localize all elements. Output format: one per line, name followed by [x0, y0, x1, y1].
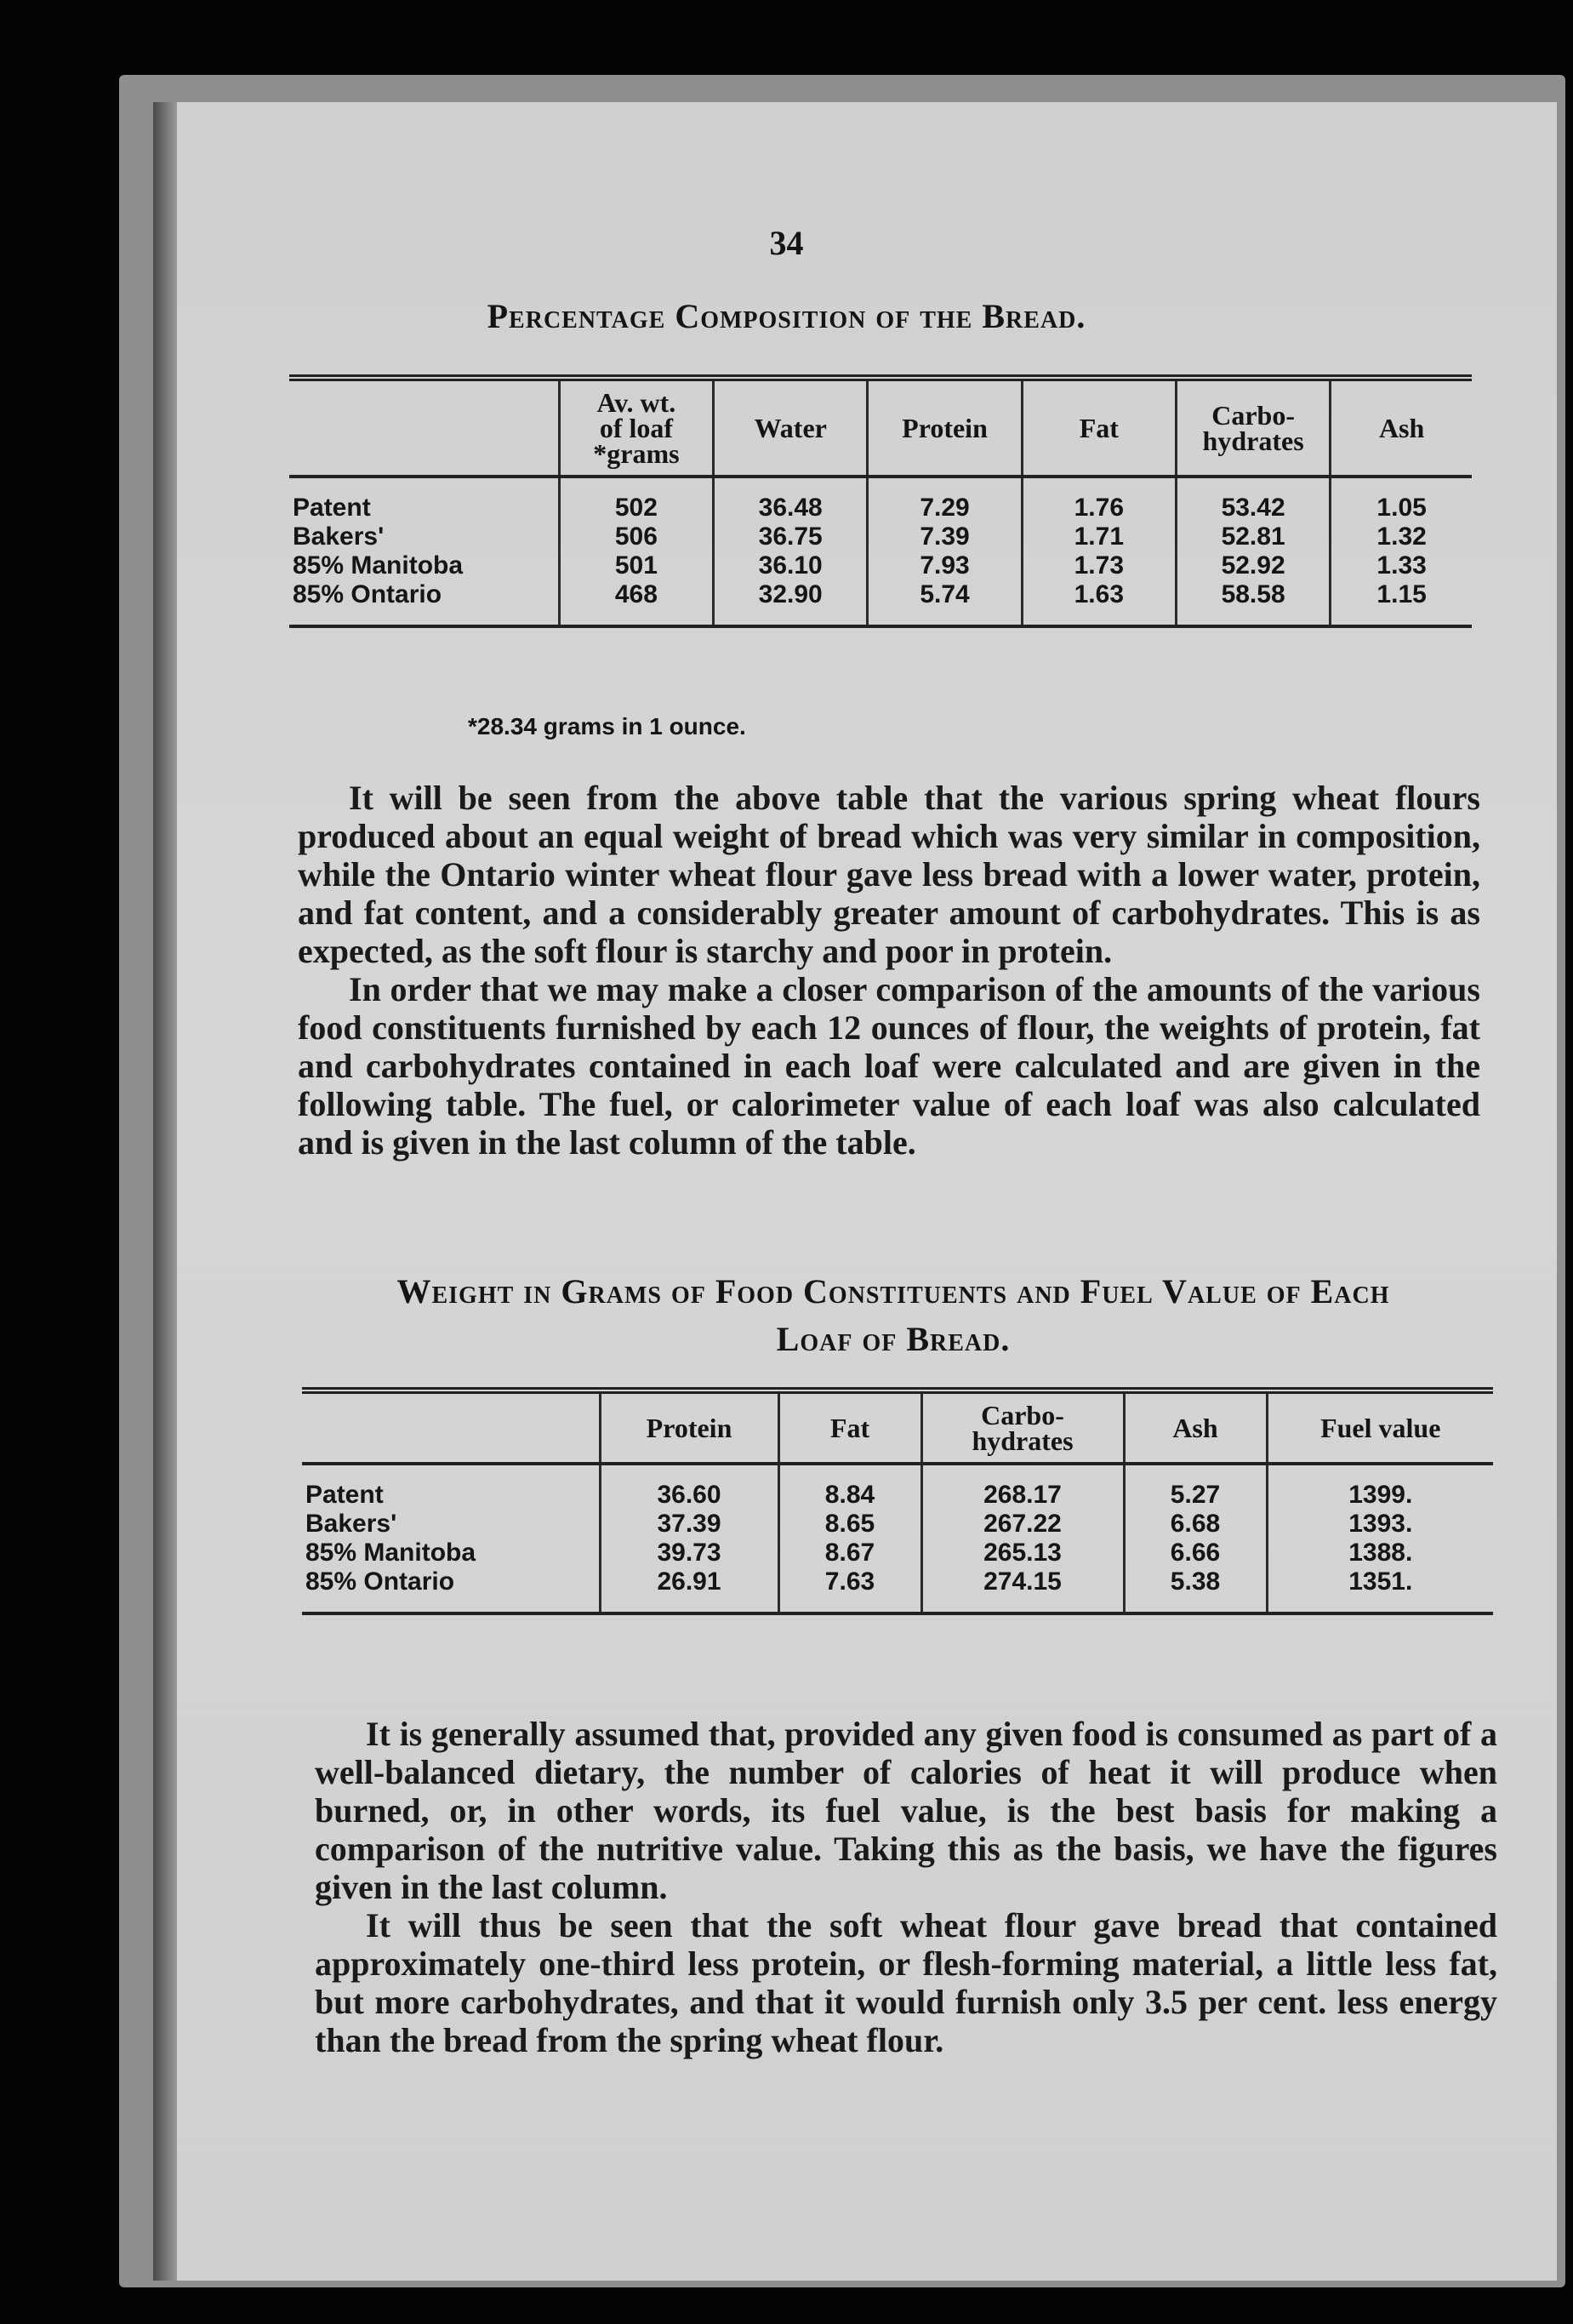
table-cell: 32.90	[758, 580, 823, 608]
paragraph: It will thus be seen that the soft wheat flour gave bread that contained approximately one-third less protein, or flesh-forming material, a little less fat, but more carbohydrates, and that it would furnish only 3.5 per cent. less energy than the bread from the spring wheat flour.	[315, 1906, 1497, 2059]
table1-header-water: Water	[714, 378, 868, 477]
table-cell: 268.17	[983, 1481, 1062, 1509]
table2-header-empty	[302, 1390, 600, 1464]
table2-header-carb-line1: Carbo-	[981, 1400, 1064, 1430]
table2-carbohydrates-column	[921, 1464, 1124, 1613]
row-label: Bakers'	[305, 1510, 397, 1538]
table1-carbohydrates-column	[1176, 477, 1330, 626]
table-cell: 6.68	[1170, 1510, 1221, 1538]
table1-header-weight	[559, 378, 713, 477]
table-cell: 267.22	[983, 1510, 1062, 1538]
row-label: 85% Manitoba	[293, 551, 464, 580]
table-cell: 26.91	[657, 1567, 721, 1596]
table2-fat-column	[778, 1464, 921, 1613]
table-cell: 8.67	[824, 1539, 875, 1567]
table-cell: 1.73	[1074, 551, 1124, 580]
table-cell: 36.75	[758, 522, 823, 551]
table1-header-weight-line2: of loaf	[599, 413, 674, 443]
table1-header-fat: Fat	[1022, 378, 1176, 477]
table-cell: 53.42	[1221, 494, 1285, 522]
table1-protein-column	[868, 477, 1022, 626]
table-cell: 506	[614, 522, 658, 551]
paragraph: It will be seen from the above table that the various spring wheat flours produced about an equal weight of bread which was very similar in composition, while the Ontario winter wheat flour gave less bread with a lower water, protein, and fat content, and a considerably greater amount of carbohydrates. This is as expected, as the soft flour is starchy and poor in protein.	[298, 779, 1480, 970]
table1-labels	[289, 477, 559, 626]
table-cell: 5.27	[1170, 1481, 1221, 1509]
table1-header-ash: Ash	[1331, 378, 1472, 477]
table2-labels	[302, 1464, 600, 1613]
row-label: Patent	[293, 494, 371, 522]
table1-header-weight-line1: Av. wt.	[596, 387, 676, 418]
table-cell: 36.48	[758, 494, 823, 522]
table2-header-carb-line2: hydrates	[972, 1425, 1074, 1456]
table-cell: 5.38	[1170, 1567, 1221, 1596]
table-cell: 274.15	[983, 1567, 1062, 1596]
page-binding-edge	[153, 102, 177, 2281]
table-cell: 6.66	[1170, 1539, 1221, 1567]
table-row	[302, 1464, 1493, 1613]
row-label: 85% Ontario	[293, 580, 442, 608]
table1-footnote: *28.34 grams in 1 ounce.	[468, 713, 746, 739]
table1-header-carb-line2: hydrates	[1202, 425, 1304, 456]
table-cell: 502	[614, 494, 658, 522]
table-cell: 58.58	[1221, 580, 1285, 608]
row-label: 85% Ontario	[305, 1567, 455, 1596]
table-cell: 36.60	[657, 1481, 721, 1509]
table-cell: 8.65	[824, 1510, 875, 1538]
table-cell: 1.32	[1376, 522, 1427, 551]
table-cell: 7.93	[920, 551, 970, 580]
table-cell: 1399.	[1348, 1481, 1413, 1509]
table2-header-fat: Fat	[778, 1390, 921, 1464]
table-cell: 1.15	[1376, 580, 1427, 608]
row-label: Bakers'	[293, 522, 385, 551]
table-row	[289, 477, 1472, 626]
table-cell: 1.71	[1074, 522, 1124, 551]
table2-title-line2: Loaf of Bread.	[776, 1320, 1011, 1358]
table2-title	[289, 1268, 1497, 1363]
table-cell: 1393.	[1348, 1510, 1413, 1538]
table-cell: 1.76	[1074, 494, 1124, 522]
table-cell: 1351.	[1348, 1567, 1413, 1596]
table-cell: 1.05	[1376, 494, 1427, 522]
table-cell: 8.84	[824, 1481, 875, 1509]
table-cell: 52.81	[1221, 522, 1285, 551]
body-text-section-2	[315, 1715, 1497, 2059]
table1-header-carb-line1: Carbo-	[1211, 400, 1295, 431]
table-cell: 1.63	[1074, 580, 1124, 608]
table1-header-weight-line3: *grams	[593, 438, 680, 469]
table-cell: 52.92	[1221, 551, 1285, 580]
table1-header-protein: Protein	[868, 378, 1022, 477]
table-cell: 5.74	[920, 580, 970, 608]
row-label: Patent	[305, 1481, 384, 1509]
body-text-section-1	[298, 779, 1480, 1162]
page-number: 34	[769, 224, 804, 262]
table1-ash-column	[1331, 477, 1472, 626]
table1-header-carbohydrates	[1176, 378, 1330, 477]
table-cell: 37.39	[657, 1510, 721, 1538]
row-label: 85% Manitoba	[305, 1539, 476, 1567]
table1-title: Percentage Composition of the Bread.	[487, 297, 1086, 335]
table-cell: 7.63	[824, 1567, 875, 1596]
table1-water-column	[714, 477, 868, 626]
table1-header-empty	[289, 378, 559, 477]
table1-fat-column	[1022, 477, 1176, 626]
paragraph: It is generally assumed that, provided any given food is consumed as part of a well-balanced dietary, the number of calories of heat it will produce when burned, or, in other words, its fuel value, is the best basis for making a comparison of the nutritive value. Taking this as the basis, we have the figures given in the last column.	[315, 1715, 1497, 1906]
table2-header-carbohydrates	[921, 1390, 1124, 1464]
table2-header-protein: Protein	[600, 1390, 778, 1464]
table-cell: 7.39	[920, 522, 970, 551]
table-cell: 1388.	[1348, 1539, 1413, 1567]
table-cell: 39.73	[657, 1539, 721, 1567]
table2-header-fuel-value: Fuel value	[1267, 1390, 1493, 1464]
composition-table	[289, 374, 1472, 628]
table-cell: 7.29	[920, 494, 970, 522]
table-cell: 1.33	[1376, 551, 1427, 580]
table2-header-ash: Ash	[1124, 1390, 1267, 1464]
food-constituents-table	[302, 1387, 1493, 1615]
table-cell: 36.10	[758, 551, 823, 580]
table2-fuel-column	[1267, 1464, 1493, 1613]
table1-header-row	[289, 378, 1472, 477]
paragraph: In order that we may make a closer comparison of the amounts of the various food constituents furnished by each 12 ounces of flour, the weights of protein, fat and carbohydrates contained in each loaf were calculated and are given in the following table. The fuel, or calorimeter value of each loaf was also calculated and is given in the last column of the table.	[298, 970, 1480, 1162]
table2-title-line1: Weight in Grams of Food Constituents and Fuel Value of Each	[396, 1272, 1390, 1310]
table1-weight-column	[559, 477, 713, 626]
table-cell: 265.13	[983, 1539, 1062, 1567]
table2-protein-column	[600, 1464, 778, 1613]
table-cell: 468	[614, 580, 658, 608]
table-cell: 501	[614, 551, 658, 580]
table2-header-row	[302, 1390, 1493, 1464]
table2-ash-column	[1124, 1464, 1267, 1613]
